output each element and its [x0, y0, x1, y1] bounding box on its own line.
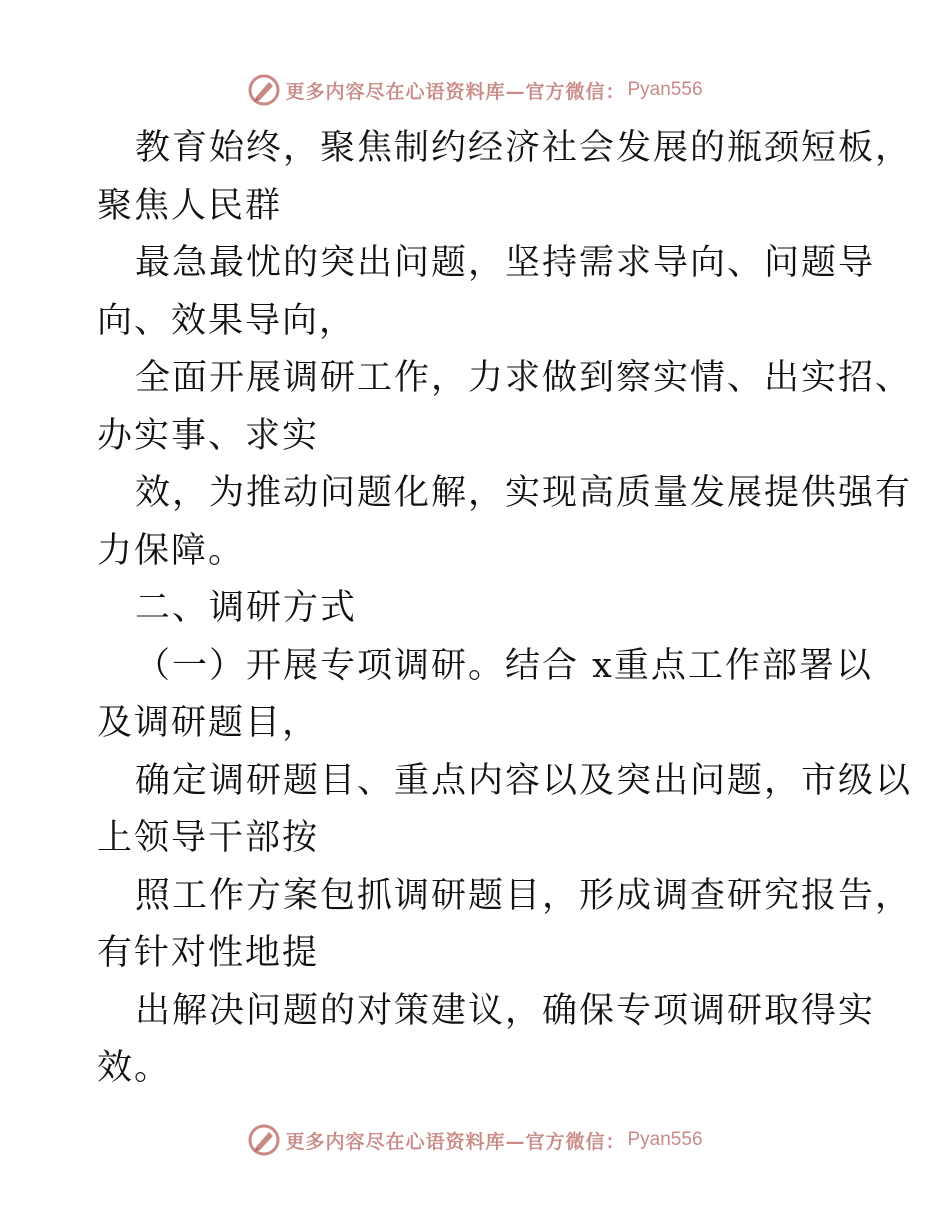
- pen-logo-icon: [247, 73, 281, 107]
- body-line: 上领导干部按: [97, 818, 320, 858]
- body-line: 确定调研题目、重点内容以及突出问题，市级以: [135, 760, 913, 801]
- body-line: 向、效果导向，: [97, 300, 357, 341]
- body-line: 效，为推动问题化解，实现高质量发展提供强有: [135, 473, 913, 513]
- watermark-wechat-id: Pyan556: [627, 1129, 703, 1150]
- body-line: 效。: [97, 1048, 172, 1088]
- header-watermark: [0, 70, 950, 110]
- body-line: 教育始终，聚焦制约经济社会发展的瓶颈短板，: [135, 128, 913, 168]
- body-line: 出解决问题的对策建议，确保专项调研取得实: [135, 990, 876, 1031]
- body-line: 聚焦人民群: [97, 185, 283, 226]
- body-line: （一）开展专项调研。结合 x重点工作部署以: [135, 645, 873, 686]
- body-line: 照工作方案包抓调研题目，形成调查研究报告，: [135, 875, 913, 916]
- watermark-text: 更多内容尽在心语资料库—官方微信：: [285, 80, 626, 103]
- body-line: 力保障。: [97, 530, 246, 571]
- watermark-text: 更多内容尽在心语资料库—官方微信：: [285, 1130, 626, 1153]
- footer-watermark: [0, 1120, 950, 1160]
- pen-logo-icon: [247, 1123, 281, 1157]
- watermark-wechat-id: Pyan556: [627, 79, 703, 100]
- document-body: [97, 120, 913, 1098]
- body-line: 有针对性地提: [97, 933, 320, 973]
- section-heading: 二、调研方式: [135, 588, 358, 628]
- body-line: 及调研题目，: [97, 703, 320, 743]
- body-line: 最急最忧的突出问题，坚持需求导向、问题导: [135, 243, 876, 283]
- body-line: 全面开展调研工作，力求做到察实情、出实招、: [135, 358, 913, 398]
- body-line: 办实事、求实: [97, 415, 320, 456]
